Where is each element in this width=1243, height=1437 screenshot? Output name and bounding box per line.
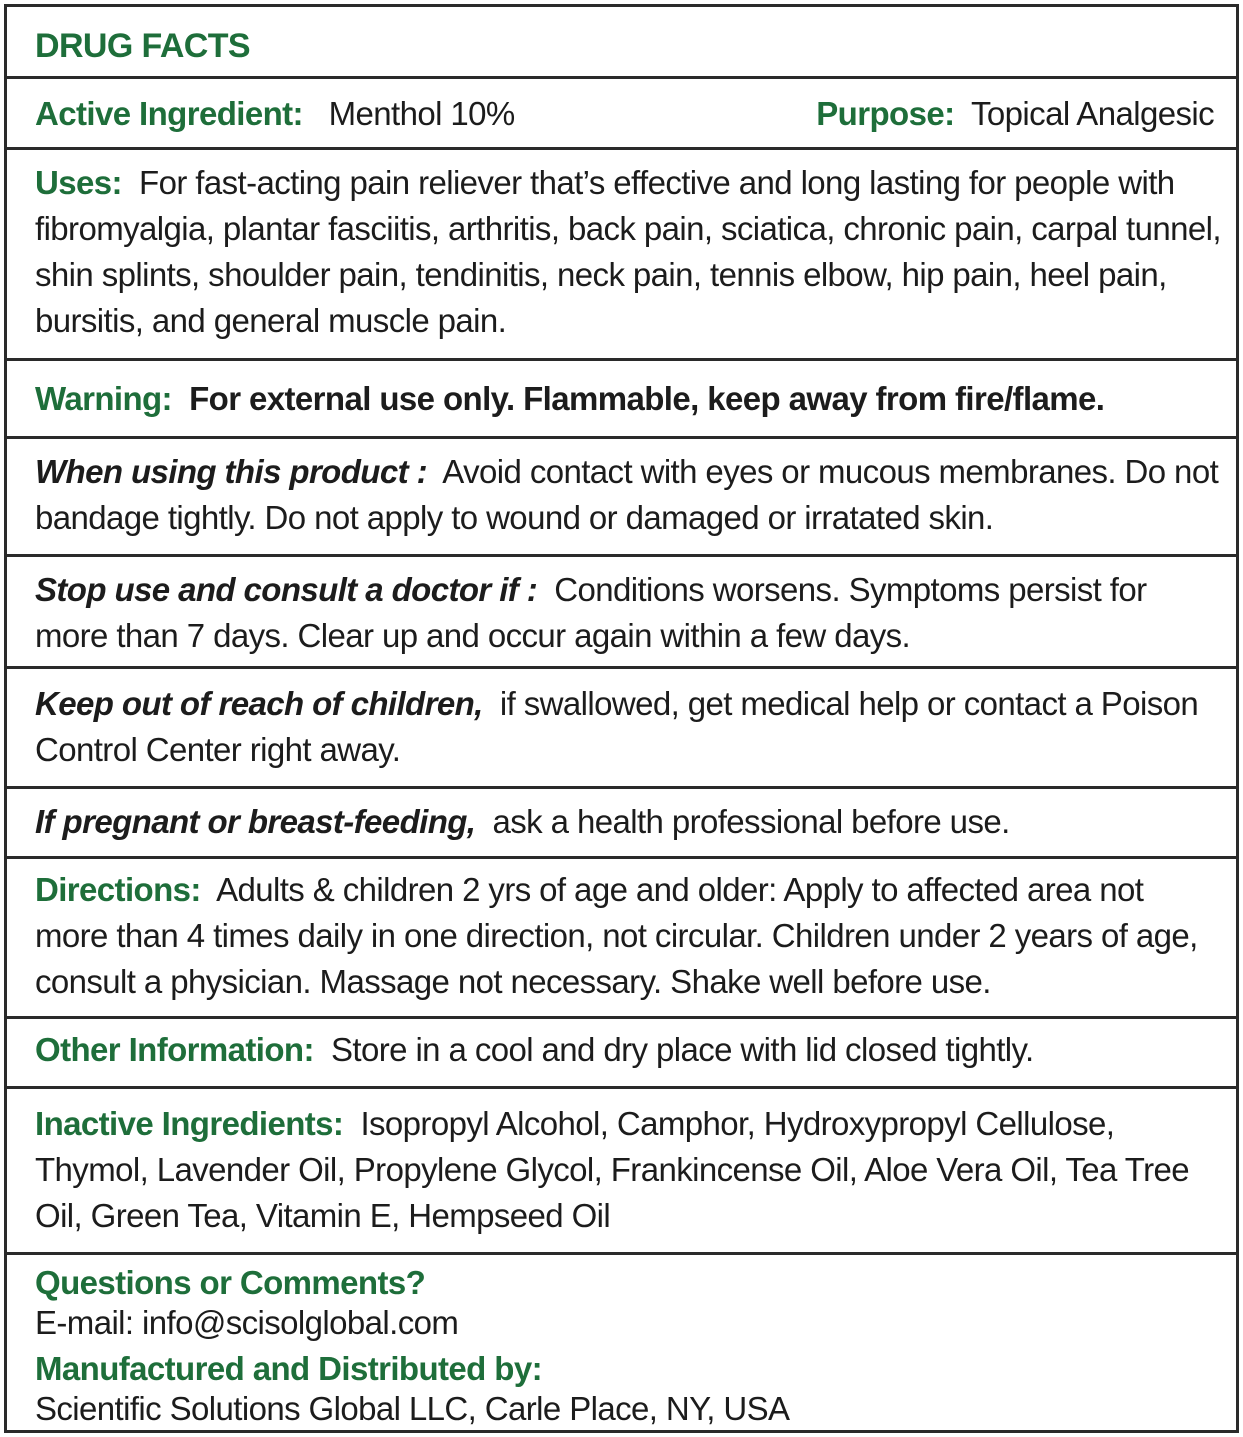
purpose-value: Topical Analgesic [971, 95, 1214, 132]
pregnant-label: If pregnant or breast-feeding, [35, 803, 476, 840]
manufacturer-label: Manufactured and Distributed by: [35, 1350, 542, 1387]
manufacturer-text: Scientific Solutions Global LLC, Carle Place, NY, USA [35, 1390, 790, 1427]
active-ingredient-label: Active Ingredient: [35, 95, 303, 132]
keep-out-label: Keep out of reach of children, [35, 685, 483, 722]
other-information-label: Other Information: [35, 1031, 314, 1068]
purpose-group [816, 91, 1214, 137]
contact-email: E-mail: info@scisolglobal.com [35, 1304, 459, 1341]
when-using-label: When using this product : [35, 453, 427, 490]
active-ingredient-section [7, 79, 1236, 150]
when-using-section [7, 439, 1236, 557]
stop-use-text: Conditions worsens. Symptoms persist for more than 7 days. Clear up and occur again within a few days. [35, 571, 1147, 654]
other-information-text: Store in a cool and dry place with lid closed tightly. [331, 1031, 1034, 1068]
inactive-ingredients-label: Inactive Ingredients: [35, 1105, 344, 1142]
contact-section [7, 1255, 1236, 1430]
other-information-section [7, 1019, 1236, 1089]
uses-section [7, 150, 1236, 361]
questions-label: Questions or Comments? [35, 1264, 426, 1301]
keep-out-text: if swallowed, get medical help or contact a Poison Control Center right away. [35, 685, 1199, 768]
drug-facts-header [7, 7, 1236, 79]
uses-text: For fast-acting pain reliever that’s effective and long lasting for people with fibromyalgia, plantar fasciitis, arthritis, back pain, sciatica, chronic pain, carpal tunnel, shin splints, shoulder pain, tendinitis, neck pain, tennis elbow, hip pain, heel pain, bursitis, and general muscle pain. [35, 164, 1221, 339]
pregnant-section [7, 789, 1236, 859]
warning-section [7, 361, 1236, 439]
active-ingredient-value: Menthol 10% [328, 95, 515, 132]
uses-label: Uses: [35, 164, 122, 201]
warning-text: For external use only. Flammable, keep away from fire/flame. [189, 380, 1105, 417]
drug-facts-panel [4, 4, 1239, 1433]
stop-use-label: Stop use and consult a doctor if : [35, 571, 538, 608]
directions-section [7, 859, 1236, 1019]
keep-out-section [7, 669, 1236, 789]
inactive-ingredients-section [7, 1089, 1236, 1255]
inactive-ingredients-text: Isopropyl Alcohol, Camphor, Hydroxypropyl Cellulose, Thymol, Lavender Oil, Propylene Glycol, Frankincense Oil, Aloe Vera Oil, Tea Tree Oil, Green Tea, Vitamin E, Hempseed Oil [35, 1105, 1190, 1234]
purpose-label: Purpose: [816, 95, 955, 132]
stop-use-section [7, 557, 1236, 669]
directions-label: Directions: [35, 871, 201, 908]
when-using-text: Avoid contact with eyes or mucous membranes. Do not bandage tightly. Do not apply to wound or damaged or irratated skin. [35, 453, 1219, 536]
directions-text: Adults & children 2 yrs of age and older: Apply to affected area not more than 4 times daily in one direction, not circular. Children under 2 years of age, consult a physician. Massage not necessary. Shake well before use. [35, 871, 1198, 1000]
drug-facts-title: DRUG FACTS [35, 27, 251, 65]
pregnant-text: ask a health professional before use. [492, 803, 1010, 840]
warning-label: Warning: [35, 380, 172, 417]
